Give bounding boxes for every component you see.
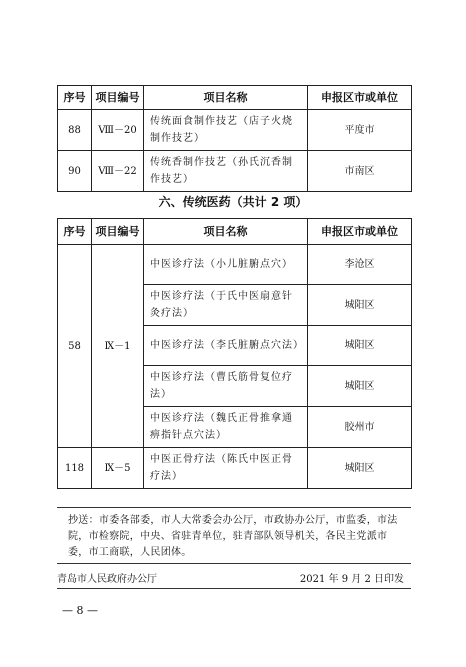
bottom-divider: [57, 588, 411, 589]
unit-cell: 胶州市: [308, 407, 412, 448]
code-cell: Ⅸ－5: [92, 448, 144, 489]
header-code: 项目编号: [92, 86, 144, 110]
unit-cell: 城阳区: [308, 366, 412, 407]
code-cell: Ⅷ－20: [92, 110, 144, 151]
middle-divider: [57, 563, 411, 564]
seq-cell: 118: [58, 448, 92, 489]
name-cell: 中医诊疗法（于氏中医扇意针灸疗法）: [144, 285, 308, 326]
name-cell: 传统香制作技艺（孙氏沉香制作技艺）: [144, 151, 308, 192]
page-number: — 8 —: [62, 604, 98, 617]
header-name: 项目名称: [144, 219, 308, 245]
table-row: [58, 448, 412, 489]
heritage-table-medicine: [57, 218, 412, 489]
top-divider: [57, 507, 411, 508]
table-row: [58, 151, 412, 192]
unit-cell: 城阳区: [308, 326, 412, 366]
header-unit: 申报区市或单位: [308, 219, 412, 245]
heritage-table-crafts: [57, 85, 412, 192]
header-code: 项目编号: [92, 219, 144, 245]
header-name: 项目名称: [144, 86, 308, 110]
name-cell: 中医诊疗法（魏氏正骨推拿通痹指针点穴法）: [144, 407, 308, 448]
issuer: 青岛市人民政府办公厅: [57, 574, 157, 585]
header-unit: 申报区市或单位: [308, 86, 412, 110]
table-row: [58, 110, 412, 151]
table-header-row: [58, 219, 412, 245]
seq-cell: 90: [58, 151, 92, 192]
seq-cell: 88: [58, 110, 92, 151]
unit-cell: 李沧区: [308, 245, 412, 285]
section-title: 六、传统医药（共计 2 项）: [158, 195, 308, 209]
name-cell: 中医诊疗法（曹氏筋骨复位疗法）: [144, 366, 308, 407]
header-seq: 序号: [58, 219, 92, 245]
unit-cell: 平度市: [308, 110, 412, 151]
name-cell: 中医正骨疗法（陈氏中医正骨疗法）: [144, 448, 308, 489]
code-cell: Ⅸ－1: [92, 245, 144, 448]
cc-list: 抄送：市委各部委，市人大常委会办公厅，市政协办公厅，市监委，市法院，市检察院，中央、省驻青单位，驻青部队领导机关，各民主党派市委，市工商联，人民团体。: [68, 515, 398, 558]
name-cell: 中医诊疗法（李氏脏腑点穴法）: [144, 326, 308, 366]
unit-cell: 城阳区: [308, 285, 412, 326]
table-row: [58, 245, 412, 285]
seq-cell: 58: [58, 245, 92, 448]
code-cell: Ⅷ－22: [92, 151, 144, 192]
header-seq: 序号: [58, 86, 92, 110]
name-cell: 传统面食制作技艺（店子火烧制作技艺）: [144, 110, 308, 151]
print-date: 2021 年 9 月 2 日印发: [299, 574, 404, 585]
unit-cell: 城阳区: [308, 448, 412, 489]
table-header-row: [58, 86, 412, 110]
name-cell: 中医诊疗法（小儿脏腑点穴）: [144, 245, 308, 285]
unit-cell: 市南区: [308, 151, 412, 192]
